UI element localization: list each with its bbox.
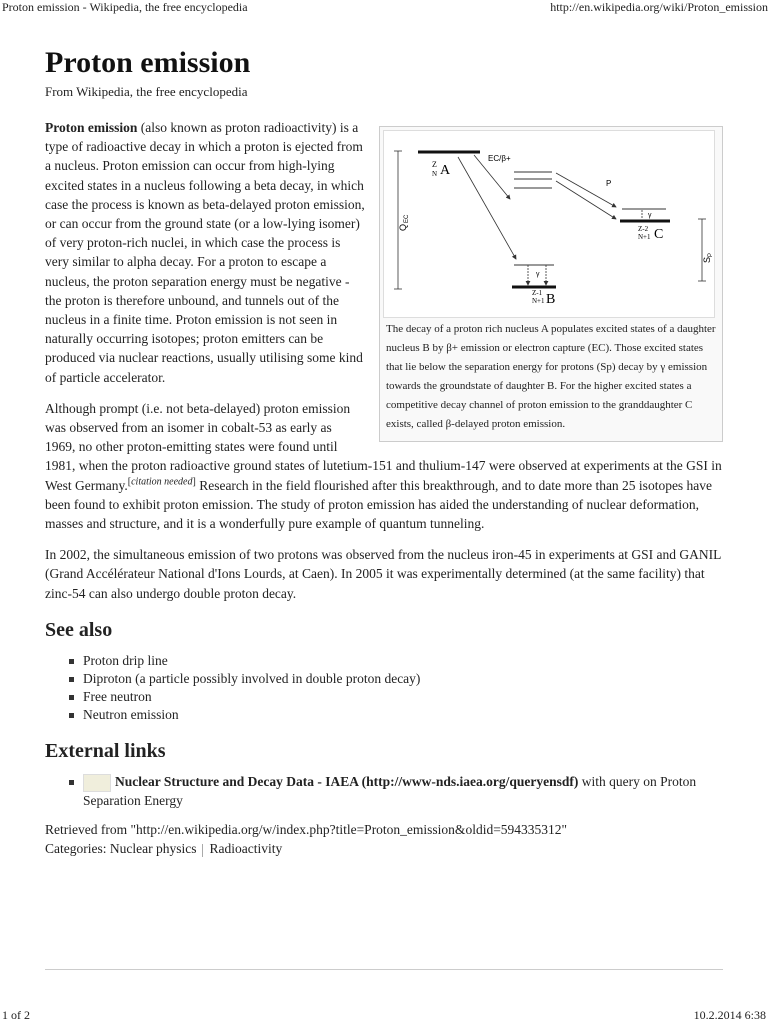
intro-text: (also known as proton radioactivity) is a type of radioactive decay in which a proton is ejected from a nucleus. Proton emission can occur from high-lying excited states in a nucleus following a beta decay, in which case the process is known as beta-delayed proton emission, or can occur from the ground state (or a low-lying isomer) of very proton-rich nuclei, in which case the process is very similar to alpha decay. For a proton to escape a nucleus, the proton separation energy must be negative - the proton is therefore unbound, and tunnels out of the nucleus in a finite time. Proton emission is not seen in naturally occurring isotopes; proton emitters can be produced via nuclear reactions, usually utilising some kind of particle accelerator. — [45, 120, 365, 385]
c-label: C — [654, 227, 664, 242]
qec-sub: EC — [404, 214, 410, 223]
footer-divider — [45, 969, 723, 970]
see-also-item[interactable]: Diproton (a particle possibly involved in double proton decay) — [83, 670, 723, 688]
category-link[interactable]: Radioactivity — [209, 841, 283, 857]
figure-caption: The decay of a proton rich nucleus A populates excited states of a daughter nucleus B by β+ emission or electron capture (EC). Those excited states that lie below the separation energy for protons (Sp) decay by γ emission towards the groundstate of daughter B. For the higher excited states a competitive decay channel of proton emission to the granddaughter C exists, called β-delayed proton emission. — [386, 323, 716, 430]
external-links-list — [45, 773, 723, 810]
category-link[interactable]: Nuclear physics — [109, 841, 197, 857]
history-text-a: Although prompt (i.e. not beta-delayed) proton emission was observed from an isomer in cobalt-53 as early as 1969, no other proton-emitting states were found until 1981, when the proton radioactive ground states of lutetium-151 and thulium-147 were observed at experiments at the GSI in West Germany. — [45, 400, 722, 493]
b-label: B — [546, 292, 556, 307]
external-link-item — [83, 773, 723, 810]
decay-figure — [379, 126, 723, 442]
see-also-item[interactable]: Proton drip line — [83, 652, 723, 670]
qec-label: Q — [398, 223, 408, 231]
c-n: N+1 — [638, 233, 651, 241]
a-label: A — [440, 163, 451, 178]
a-z: Z — [432, 160, 437, 169]
category-separator — [202, 844, 203, 857]
page-title: Proton emission — [45, 46, 251, 79]
external-links-heading: External links — [45, 740, 166, 763]
external-link[interactable]: Nuclear Structure and Decay Data - IAEA (http://www-nds.iaea.org/queryensdf) — [115, 774, 579, 790]
print-header — [0, 0, 768, 16]
sp-sub: P — [708, 252, 714, 257]
decay-diagram[interactable] — [383, 130, 715, 318]
print-header-title: Proton emission - Wikipedia, the free encyclopedia — [2, 0, 248, 14]
external-link-icon — [83, 774, 111, 792]
print-header-url: http://en.wikipedia.org/wiki/Proton_emission — [550, 0, 768, 14]
decay-diagram-svg — [384, 131, 714, 317]
a-n: N — [432, 170, 438, 178]
categories-bar — [45, 839, 723, 858]
b-n: N+1 — [532, 297, 545, 305]
sp-label: S — [702, 256, 712, 263]
intro-bold-term: Proton emission — [45, 120, 138, 135]
double-proton-paragraph: In 2002, the simultaneous emission of two protons was observed from the nucleus iron-45 in experiments at GSI and GANIL (Grand Accélérateur National d'Ions Lourds, at Caen). In 2005 it was experimentally determined (at the same facility) that zinc-54 can also undergo double proton decay. — [45, 547, 721, 601]
external-link-suffix: with query on Proton Separation Energy — [83, 774, 697, 809]
see-also-item[interactable]: Free neutron — [83, 688, 723, 706]
gamma-c: γ — [648, 212, 652, 219]
categories-label[interactable]: Categories: — [45, 841, 107, 857]
citation-needed[interactable]: [citation needed] — [127, 476, 196, 488]
ec-beta-label: EC/β+ — [488, 154, 511, 163]
retrieved-from: Retrieved from "http://en.wikipedia.org/w/index.php?title=Proton_emission&oldid=594335312" — [45, 822, 568, 838]
page-subtitle: From Wikipedia, the free encyclopedia — [45, 84, 248, 99]
print-footer-date: 10.2.2014 6:38 — [693, 1008, 766, 1022]
citation-needed-text[interactable]: citation needed — [131, 476, 193, 488]
p-label: P — [606, 179, 612, 188]
c-z: Z-2 — [638, 225, 649, 233]
see-also-item[interactable]: Neutron emission — [83, 706, 723, 724]
b-z: Z-1 — [532, 289, 543, 297]
print-footer-page: 1 of 2 — [2, 1008, 30, 1022]
see-also-list — [45, 652, 723, 724]
history-text-b: Research in the field flourished after this breakthrough, and to date more than 25 isotopes have been found to exhibit proton emission. The study of proton emission has aided the understanding of nuclear deformation, masses and structure, and it is a wonderfully pure example of quantum tunneling. — [45, 477, 713, 532]
gamma-b: γ — [536, 271, 540, 278]
see-also-heading: See also — [45, 618, 113, 641]
article-content — [45, 118, 723, 859]
